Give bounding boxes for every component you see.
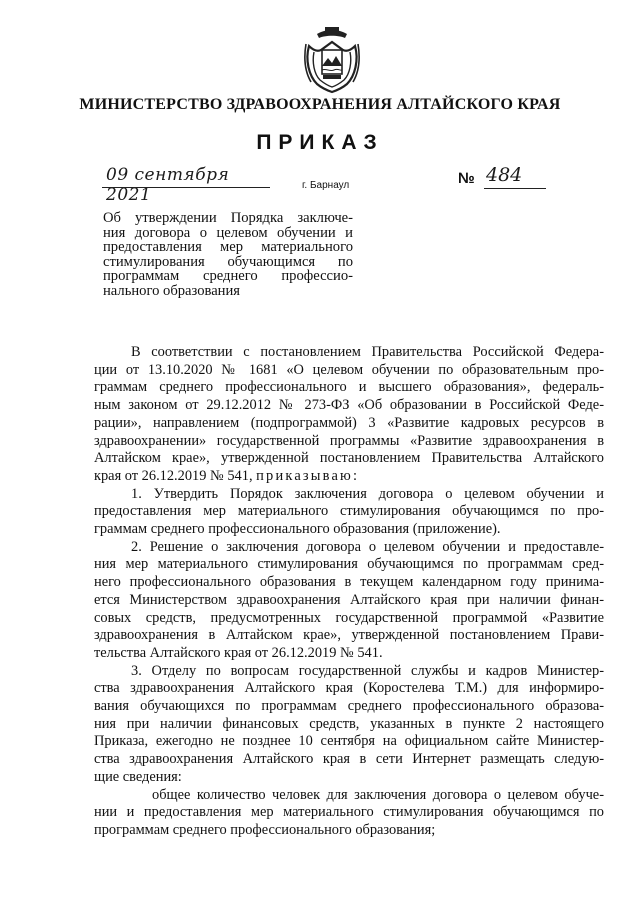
subject-line: нального образования <box>103 282 241 299</box>
order-date <box>102 163 274 205</box>
text-line: граммам среднего профессионального и высшего образования», федераль- <box>94 379 604 396</box>
date-underline <box>102 187 270 188</box>
text-line: рации», направлением (подпрограммой) 3 «Развитие кадровых ресурсов в <box>94 414 604 431</box>
coat-of-arms-emblem <box>303 26 361 94</box>
city-name: г. Барнаул <box>302 180 350 191</box>
text-line: совых средств, предусмотренных государственной программой «Развитие <box>94 609 604 626</box>
text-line: вания обучающихся по программам среднего профессионального образова- <box>94 698 604 715</box>
text-line: ется Министерством здравоохранения Алтайского края при наличии финан- <box>94 591 604 608</box>
subject-line: Об утверждении Порядка заключе- <box>103 210 353 226</box>
text-line: нии и предоставления мер материального стимулирования обучающимся по <box>94 804 604 821</box>
clause-2-paragraph <box>94 539 604 663</box>
text-line: ства здравоохранения Алтайского края (Коростелева Т.М.) для информиро- <box>94 680 604 697</box>
order-number <box>458 164 550 194</box>
preamble-paragraph <box>94 344 604 486</box>
text-line: 2. Решение о заключения договора о целевом обучении и предоставле- <box>131 538 604 555</box>
clause-1-paragraph <box>94 486 604 539</box>
ministry-name: МИНИСТЕРСТВО ЗДРАВООХРАНЕНИЯ АЛТАЙСКОГО КРАЯ <box>79 96 561 113</box>
text-line: Приказа, ежегодно не позднее 10 сентября на официальном сайте Министер- <box>94 733 604 750</box>
number-sign: № <box>458 170 475 187</box>
text-line: граммам среднего профессионального образования (приложение). <box>94 521 501 538</box>
text-line: Алтайском крае», утвержденной постановлением Правительства Алтайского <box>94 450 604 467</box>
text-line: программам среднего профессионального образования; <box>94 821 436 838</box>
text-line: ния при наличии финансовых средств, указанных в пункте 2 настоящего <box>94 715 604 732</box>
text-line: предоставления мер материального стимулирования обучающимся по про- <box>94 503 604 520</box>
text-line: здравоохранения в Алтайском крае», утвержденной постановлением Прави- <box>94 627 604 644</box>
text-line: 1. Утвердить Порядок заключения договора о целевом обучении и <box>131 485 604 502</box>
text-line: здравоохранении» государственной программы «Развитие здравоохранения в <box>94 432 604 449</box>
text-line: тельства Алтайского края от 26.12.2019 № 541. <box>94 644 383 661</box>
text-line: ства здравоохранения Алтайского края в сети Интернет размещать следую- <box>94 751 604 768</box>
order-keyword: приказываю: <box>256 467 360 484</box>
text-line: него профессионального образования в текущем календарном году принима- <box>94 574 604 591</box>
text-line: ции от 13.10.2020 № 1681 «О целевом обучении по образовательным про- <box>94 361 604 378</box>
text-fragment: края от 26.12.2019 № 541, <box>94 467 257 484</box>
text-line: щие сведения: <box>94 768 182 785</box>
document-type-title: ПРИКАЗ <box>256 131 384 154</box>
number-underline <box>484 188 546 189</box>
clause-3-item-paragraph <box>94 787 604 840</box>
text-line <box>94 468 604 486</box>
text-line: ным законом от 29.12.2012 № 273-ФЗ «Об образовании в Российской Феде- <box>94 397 604 414</box>
text-line: 3. Отделу по вопросам государственной службы и кадров Министер- <box>131 662 604 679</box>
subject-line: предоставления мер материального <box>103 239 353 256</box>
text-line: общее количество человек для заключения договора о целевом обуче- <box>152 786 604 803</box>
text-line: В соответствии с постановлением Правительства Российской Федера- <box>131 344 604 360</box>
handwritten-number: 484 <box>486 164 523 186</box>
subject-line: программам среднего профессио- <box>103 268 353 285</box>
subject-line: стимулирования обучающимся по <box>103 253 353 270</box>
order-subject <box>103 211 353 299</box>
clause-3-paragraph <box>94 663 604 787</box>
subject-line: ния договора о целевом обучении и <box>103 224 353 241</box>
handwritten-date: 09 сентября 2021 <box>106 165 230 205</box>
text-line: ния мер материального стимулирования обучающимся по программам сред- <box>94 556 604 573</box>
order-body <box>94 344 604 840</box>
